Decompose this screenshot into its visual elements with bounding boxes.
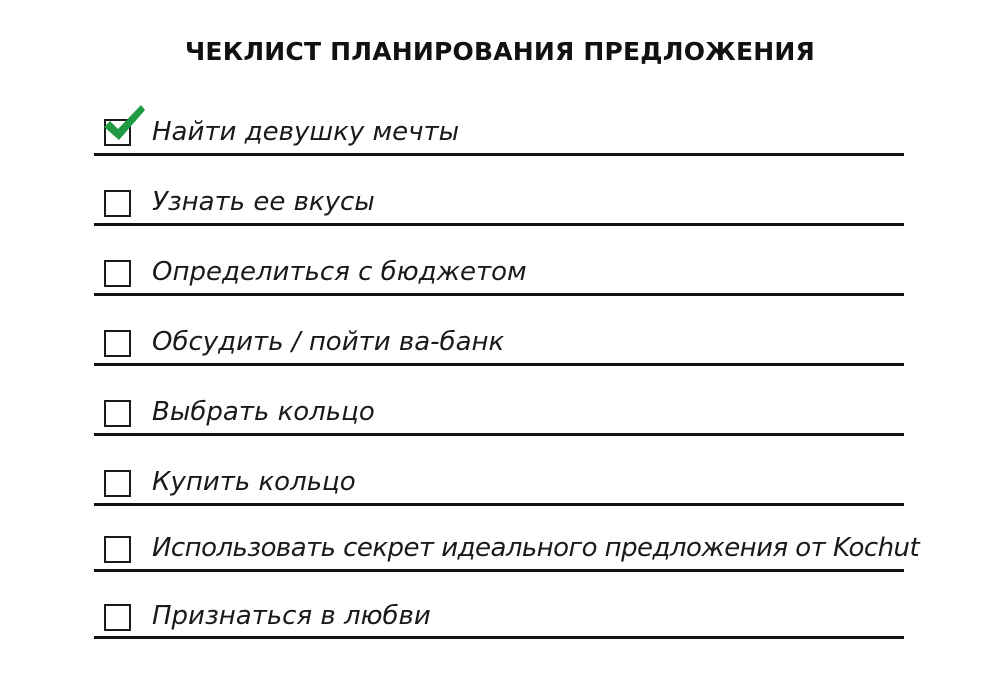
checkbox-confess-love[interactable] — [104, 604, 131, 631]
item-divider — [94, 153, 904, 156]
page-title: ЧЕКЛИСТ ПЛАНИРОВАНИЯ ПРЕДЛОЖЕНИЯ — [185, 37, 815, 66]
checkbox-choose-ring[interactable] — [104, 400, 131, 427]
item-divider — [94, 636, 904, 639]
item-label-find-girl: Найти девушку мечты — [152, 117, 460, 147]
checkbox-use-secret[interactable] — [104, 536, 131, 563]
item-label-learn-tastes: Узнать ее вкусы — [152, 187, 375, 217]
item-label-discuss: Обсудить / пойти ва-банк — [152, 327, 505, 357]
checkbox-set-budget[interactable] — [104, 260, 131, 287]
item-divider — [94, 293, 904, 296]
item-divider — [94, 433, 904, 436]
item-label-set-budget: Определиться с бюджетом — [152, 257, 527, 287]
item-label-confess-love: Признаться в любви — [152, 601, 431, 631]
item-label-buy-ring: Купить кольцо — [152, 467, 356, 497]
item-divider — [94, 363, 904, 366]
checkbox-learn-tastes[interactable] — [104, 190, 131, 217]
item-divider — [94, 223, 904, 226]
item-divider — [94, 503, 904, 506]
item-label-choose-ring: Выбрать кольцо — [152, 397, 375, 427]
checkbox-buy-ring[interactable] — [104, 470, 131, 497]
checkbox-discuss[interactable] — [104, 330, 131, 357]
checkbox-find-girl[interactable] — [104, 119, 131, 146]
item-divider — [94, 569, 904, 572]
item-label-use-secret: Использовать секрет идеального предложения от Kochut — [152, 533, 920, 563]
